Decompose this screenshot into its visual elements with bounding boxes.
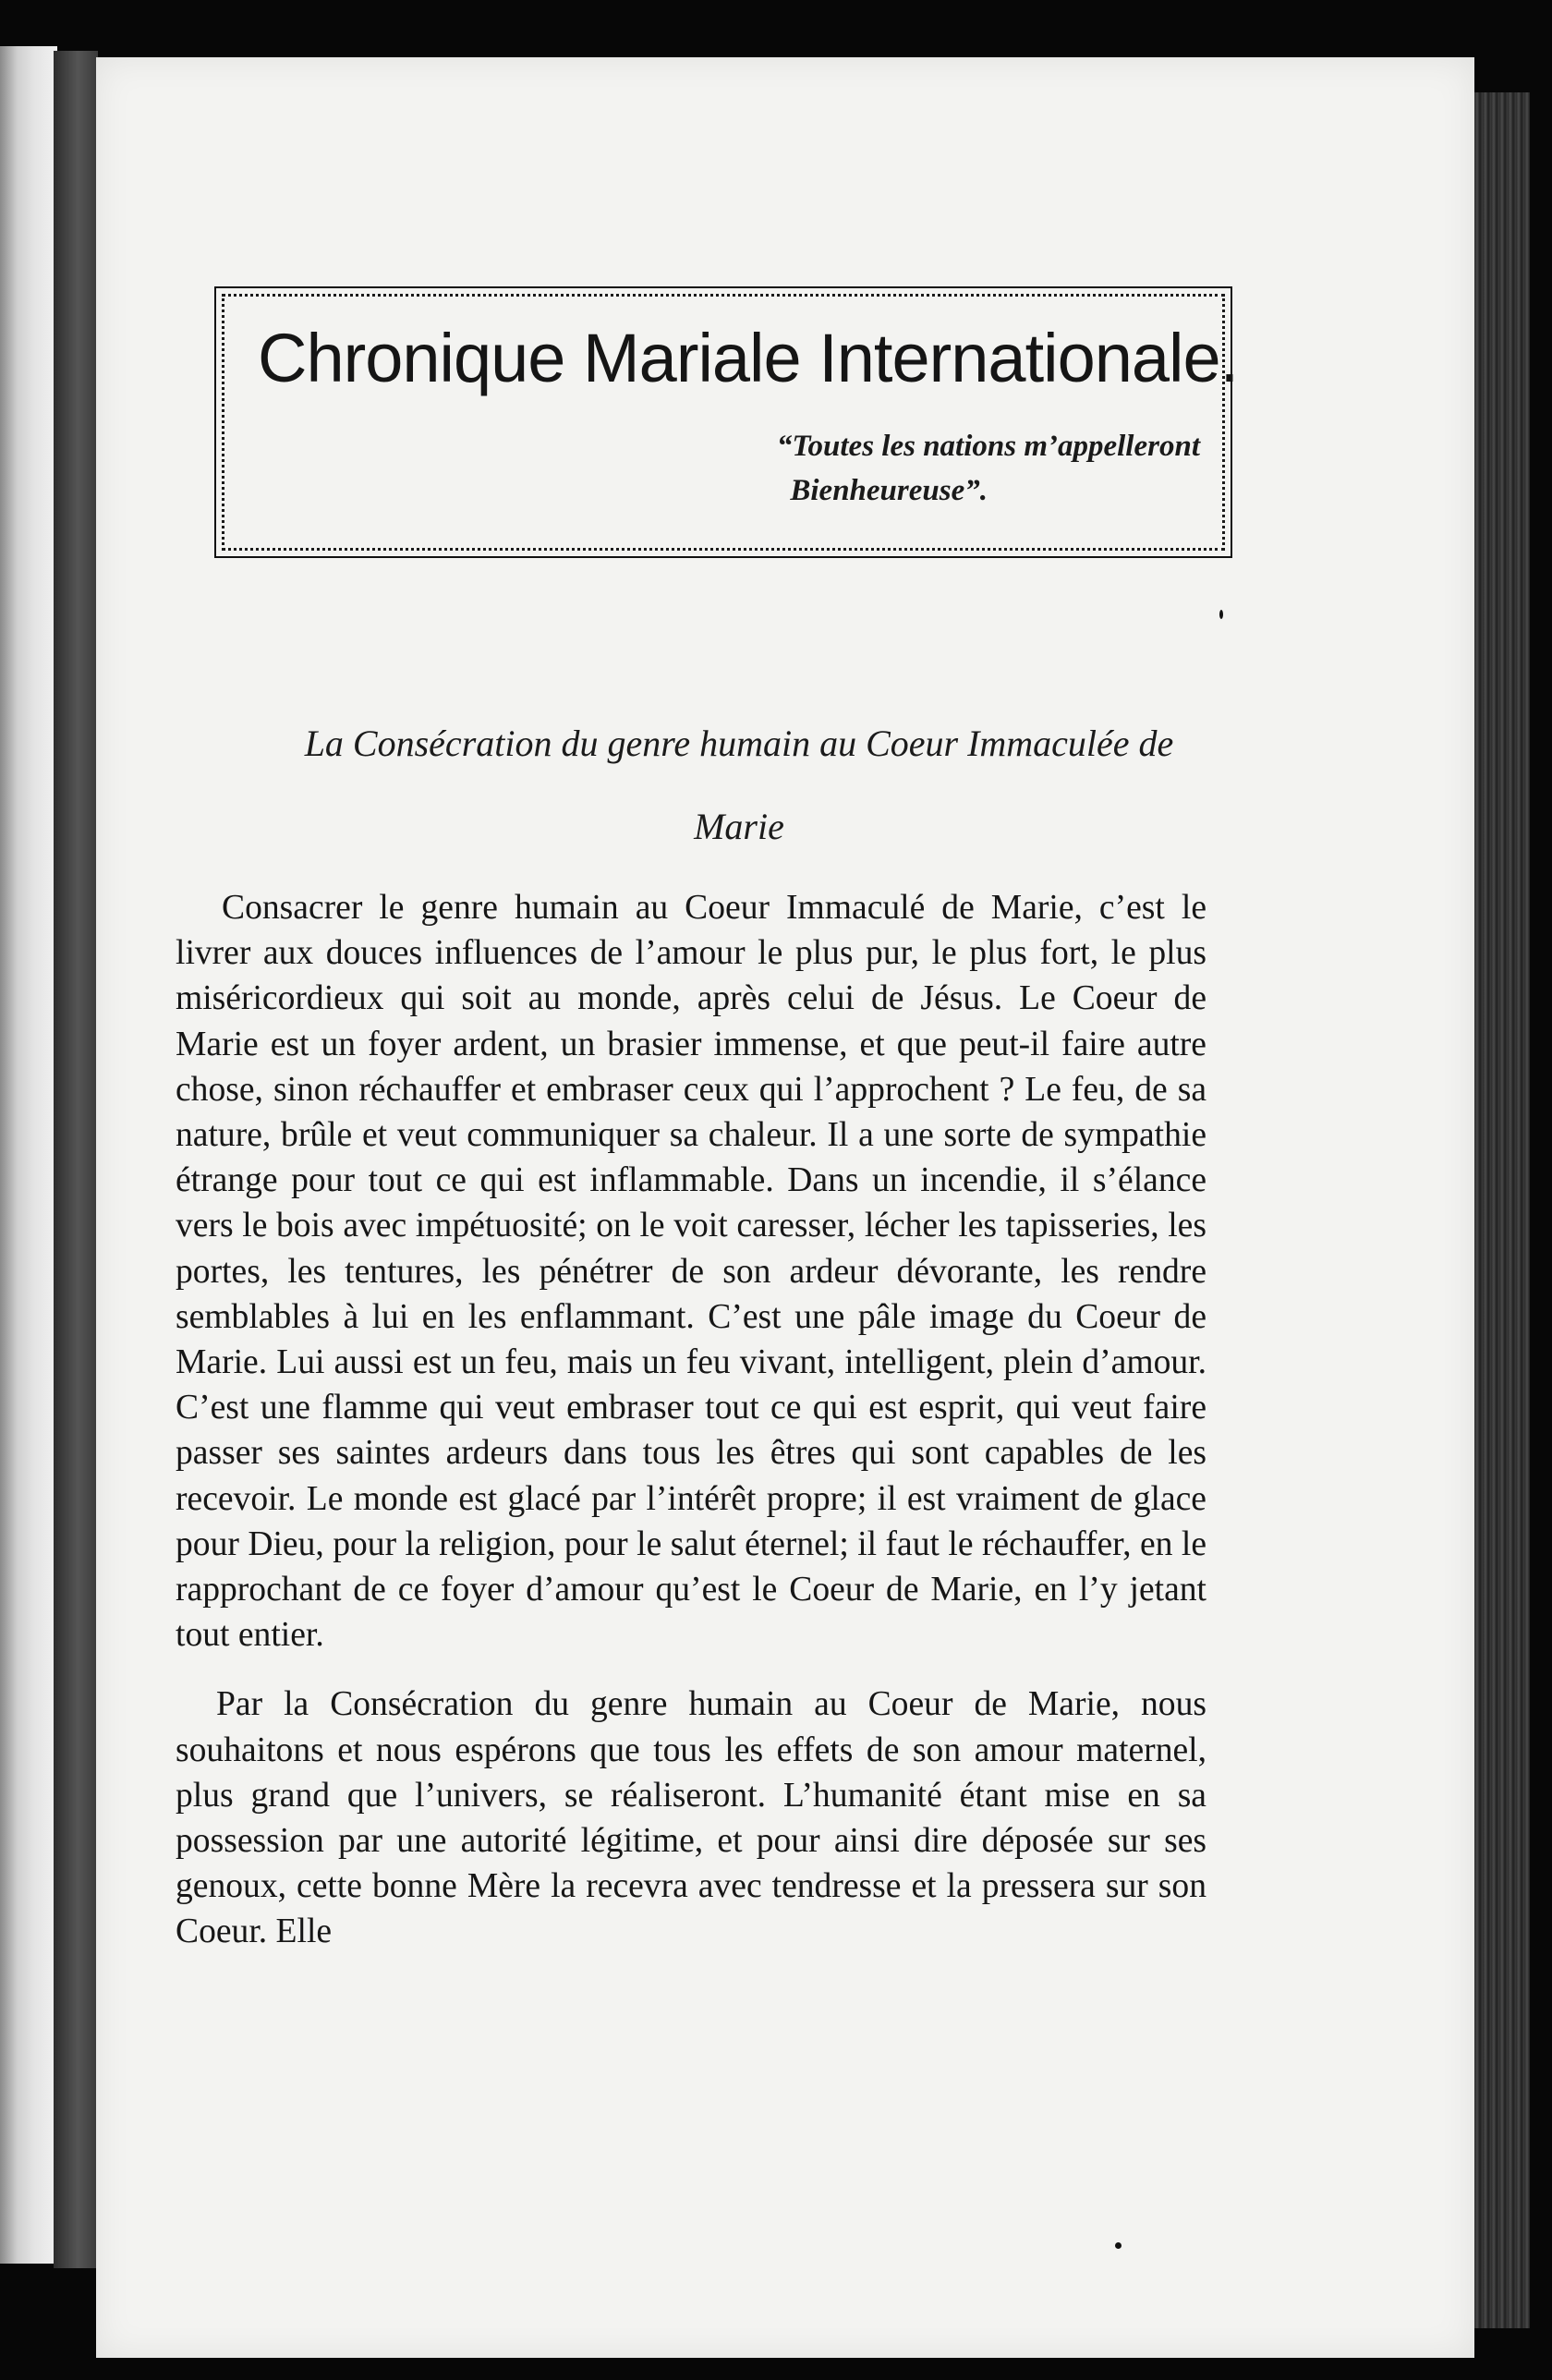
chronicle-motto (553, 424, 1200, 513)
chronicle-header-frame (222, 294, 1239, 551)
ink-speck (1219, 610, 1223, 619)
right-page-stack (1474, 92, 1530, 2328)
article-title-line-2: Marie (694, 806, 784, 847)
book-spine-shadow (54, 51, 98, 2268)
ink-speck (1115, 2242, 1122, 2249)
chronicle-title: Chronique Mariale Internationale. (258, 320, 1239, 396)
article-body (176, 885, 1206, 1955)
motto-line-1: “Toutes les nations m’appelleront (776, 430, 1200, 463)
left-page-edge (0, 46, 57, 2264)
article-paragraph-2: Par la Consécration du genre humain au Coeur de Marie, nous souhaitons et nous espérons que tous les effets de son amour maternel, plus grand que l’univers, se réaliseront. L’humanité étant mise en sa possession par une autorité légitime, et pour ainsi dire déposée sur ses genoux, cette bonne Mère la recevra avec tendresse et la pressera sur son Coeur. Elle (176, 1685, 1206, 1951)
article-paragraph-1: Consacrer le genre humain au Coeur Immaculé de Marie, c’est le livrer aux douces influences de l’amour le plus pur, le plus fort, le plus miséricordieux qui soit au monde, après celui de Jésus. Le Coeur de Marie est un foyer ardent, un brasier immense, et que peut-il faire autre chose, sinon réchauffer et embraser ceux qui l’approchent ? Le feu, de sa nature, brûle et veut communiquer sa chaleur. Il a une sorte de sympathie étrange pour tout ce qui est inflammable. Dans un incendie, il s’élance vers le bois avec impétuosité; on le voit caresser, lécher les tapisseries, les portes, les tentures, les pénétrer de son ardeur dévorante, les rendre semblables à lui en les enflammant. C’est une pâle image du Coeur de Marie. Lui aussi est un feu, mais un feu vivant, intelligent, plein d’amour. C’est une flamme qui veut embraser tout ce qui est esprit, qui veut faire passer ses saintes ardeurs dans tous les êtres qui sont capables de les recevoir. Le monde est glacé par l’intérêt propre; il est vraiment de glace pour Dieu, pour la religion, pour le salut éternel; il faut le réchauffer, en le rapprochant de ce foyer d’amour qu’est le Coeur de Marie, en l’y jetant tout entier. (176, 889, 1206, 1655)
article-title (231, 702, 1247, 868)
motto-line-2: Bienheureuse”. (790, 474, 988, 507)
article-title-line-1: La Consécration du genre humain au Coeur Immaculée de (304, 722, 1174, 764)
